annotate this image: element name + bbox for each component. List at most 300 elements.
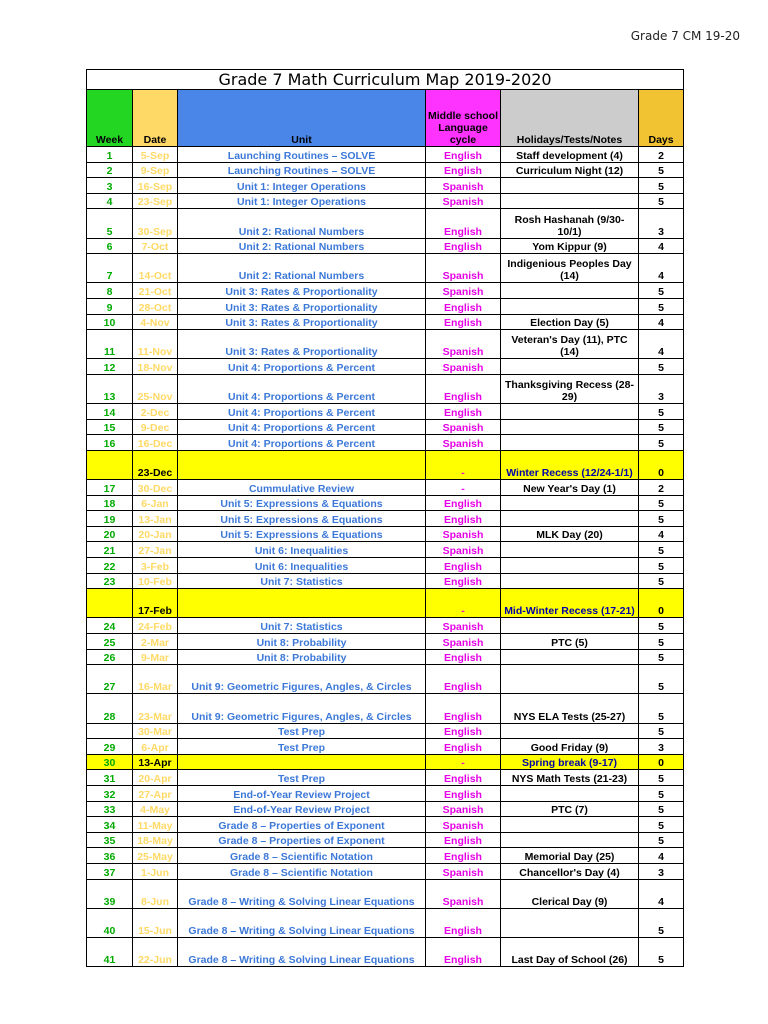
date-cell: 16-Dec (133, 435, 178, 451)
days-cell: 5 (639, 908, 684, 937)
unit-cell: Test Prep (178, 739, 426, 755)
language-cell: Spanish (426, 254, 501, 283)
language-cell: Spanish (426, 618, 501, 634)
date-cell: 1-Jun (133, 863, 178, 879)
days-cell: 5 (639, 419, 684, 435)
unit-cell: Unit 2: Rational Numbers (178, 238, 426, 254)
notes-cell: New Year's Day (1) (501, 480, 639, 496)
notes-cell: Curriculum Night (12) (501, 162, 639, 178)
days-cell: 5 (639, 573, 684, 589)
language-cell: Spanish (426, 193, 501, 209)
language-cell: Spanish (426, 419, 501, 435)
unit-cell (178, 450, 426, 479)
language-cell: - (426, 480, 501, 496)
date-cell: 14-Oct (133, 254, 178, 283)
language-cell: English (426, 723, 501, 739)
notes-cell: Thanksgiving Recess (28-29) (501, 374, 639, 403)
days-cell: 2 (639, 480, 684, 496)
days-cell: 5 (639, 618, 684, 634)
recess-row (87, 589, 684, 618)
date-cell: 6-Jan (133, 495, 178, 511)
table-row (87, 801, 684, 817)
notes-cell (501, 404, 639, 420)
date-cell: 27-Apr (133, 785, 178, 801)
unit-cell: Cummulative Review (178, 480, 426, 496)
notes-cell (501, 573, 639, 589)
week-cell: 25 (87, 634, 133, 650)
days-cell: 3 (639, 739, 684, 755)
column-header-date: Date (133, 90, 178, 147)
notes-cell: Clerical Day (9) (501, 879, 639, 908)
days-cell: 5 (639, 817, 684, 833)
unit-cell: Unit 4: Proportions & Percent (178, 404, 426, 420)
language-cell: Spanish (426, 863, 501, 879)
column-header-unit: Unit (178, 90, 426, 147)
notes-cell (501, 817, 639, 833)
table-row (87, 480, 684, 496)
language-cell: Spanish (426, 283, 501, 299)
table-row (87, 330, 684, 359)
notes-cell: Memorial Day (25) (501, 848, 639, 864)
week-cell: 37 (87, 863, 133, 879)
unit-cell: Test Prep (178, 770, 426, 786)
language-cell: English (426, 404, 501, 420)
week-cell: 40 (87, 908, 133, 937)
table-row (87, 649, 684, 665)
notes-cell: PTC (7) (501, 801, 639, 817)
table-row (87, 526, 684, 542)
notes-cell (501, 419, 639, 435)
date-cell: 13-Apr (133, 754, 178, 770)
unit-cell: Unit 2: Rational Numbers (178, 254, 426, 283)
language-cell: Spanish (426, 817, 501, 833)
days-cell: 5 (639, 283, 684, 299)
table-row (87, 542, 684, 558)
notes-cell: Staff development (4) (501, 147, 639, 163)
unit-cell: Grade 8 – Writing & Solving Linear Equations (178, 879, 426, 908)
language-cell: English (426, 770, 501, 786)
days-cell: 3 (639, 209, 684, 238)
days-cell: 3 (639, 863, 684, 879)
days-cell: 0 (639, 754, 684, 770)
days-cell: 3 (639, 374, 684, 403)
days-cell: 5 (639, 495, 684, 511)
days-cell: 4 (639, 848, 684, 864)
unit-cell: Unit 5: Expressions & Equations (178, 495, 426, 511)
days-cell: 5 (639, 634, 684, 650)
table-row (87, 162, 684, 178)
unit-cell: Grade 8 – Scientific Notation (178, 863, 426, 879)
notes-cell (501, 665, 639, 694)
date-cell: 23-Sep (133, 193, 178, 209)
notes-cell: Indigenious Peoples Day (14) (501, 254, 639, 283)
week-cell: 20 (87, 526, 133, 542)
days-cell: 4 (639, 330, 684, 359)
week-cell: 4 (87, 193, 133, 209)
language-cell: Spanish (426, 526, 501, 542)
date-cell: 16-Sep (133, 178, 178, 194)
notes-cell (501, 558, 639, 574)
table-row (87, 254, 684, 283)
language-cell: English (426, 374, 501, 403)
week-cell: 35 (87, 832, 133, 848)
notes-cell: PTC (5) (501, 634, 639, 650)
language-cell: Spanish (426, 634, 501, 650)
unit-cell: Unit 1: Integer Operations (178, 193, 426, 209)
table-row (87, 723, 684, 739)
date-cell: 11-Nov (133, 330, 178, 359)
unit-cell (178, 589, 426, 618)
notes-cell: Chancellor's Day (4) (501, 863, 639, 879)
table-row (87, 404, 684, 420)
days-cell: 5 (639, 162, 684, 178)
language-cell: English (426, 573, 501, 589)
date-cell: 9-Sep (133, 162, 178, 178)
week-cell: 24 (87, 618, 133, 634)
date-cell: 4-May (133, 801, 178, 817)
days-cell: 5 (639, 558, 684, 574)
unit-cell: Unit 3: Rates & Proportionality (178, 283, 426, 299)
unit-cell: Unit 6: Inequalities (178, 558, 426, 574)
unit-cell (178, 754, 426, 770)
notes-cell (501, 649, 639, 665)
language-cell: English (426, 238, 501, 254)
date-cell: 15-Jun (133, 908, 178, 937)
week-cell: 2 (87, 162, 133, 178)
date-cell: 11-May (133, 817, 178, 833)
week-cell: 21 (87, 542, 133, 558)
table-row (87, 879, 684, 908)
unit-cell: Launching Routines – SOLVE (178, 162, 426, 178)
week-cell: 36 (87, 848, 133, 864)
notes-cell: NYS Math Tests (21-23) (501, 770, 639, 786)
date-cell: 13-Jan (133, 511, 178, 527)
language-cell: English (426, 665, 501, 694)
unit-cell: Unit 5: Expressions & Equations (178, 511, 426, 527)
unit-cell: Unit 6: Inequalities (178, 542, 426, 558)
notes-cell (501, 495, 639, 511)
week-cell: 28 (87, 694, 133, 723)
unit-cell: Unit 5: Expressions & Equations (178, 526, 426, 542)
notes-cell (501, 542, 639, 558)
unit-cell: Unit 9: Geometric Figures, Angles, & Circles (178, 665, 426, 694)
week-cell: 39 (87, 879, 133, 908)
language-cell: Spanish (426, 879, 501, 908)
notes-cell (501, 908, 639, 937)
days-cell: 0 (639, 589, 684, 618)
week-cell: 3 (87, 178, 133, 194)
week-cell: 41 (87, 937, 133, 966)
unit-cell: Grade 8 – Scientific Notation (178, 848, 426, 864)
language-cell: Spanish (426, 359, 501, 375)
week-cell: 18 (87, 495, 133, 511)
days-cell: 5 (639, 723, 684, 739)
days-cell: 5 (639, 694, 684, 723)
date-cell: 20-Jan (133, 526, 178, 542)
days-cell: 5 (639, 359, 684, 375)
days-cell: 5 (639, 298, 684, 314)
language-cell: Spanish (426, 542, 501, 558)
column-header-week: Week (87, 90, 133, 147)
unit-cell: End-of-Year Review Project (178, 785, 426, 801)
table-row (87, 495, 684, 511)
week-cell: 23 (87, 573, 133, 589)
table-row (87, 359, 684, 375)
unit-cell: Grade 8 – Properties of Exponent (178, 832, 426, 848)
table-row (87, 209, 684, 238)
notes-cell: Rosh Hashanah (9/30-10/1) (501, 209, 639, 238)
table-row (87, 770, 684, 786)
week-cell (87, 450, 133, 479)
table-row (87, 419, 684, 435)
column-header-days: Days (639, 90, 684, 147)
notes-cell (501, 178, 639, 194)
unit-cell: Unit 9: Geometric Figures, Angles, & Circles (178, 694, 426, 723)
days-cell: 4 (639, 879, 684, 908)
date-cell: 18-May (133, 832, 178, 848)
language-cell: - (426, 589, 501, 618)
language-cell: Spanish (426, 801, 501, 817)
recess-row (87, 754, 684, 770)
table-title: Grade 7 Math Curriculum Map 2019-2020 (87, 70, 684, 90)
week-cell: 9 (87, 298, 133, 314)
week-cell: 12 (87, 359, 133, 375)
date-cell: 25-Nov (133, 374, 178, 403)
unit-cell: Grade 8 – Writing & Solving Linear Equations (178, 908, 426, 937)
language-cell: - (426, 450, 501, 479)
notes-cell (501, 283, 639, 299)
table-row (87, 848, 684, 864)
date-cell: 7-Oct (133, 238, 178, 254)
language-cell: Spanish (426, 330, 501, 359)
week-cell: 30 (87, 754, 133, 770)
recess-row (87, 450, 684, 479)
table-row (87, 832, 684, 848)
table-row (87, 511, 684, 527)
language-cell: - (426, 754, 501, 770)
language-cell: English (426, 511, 501, 527)
notes-cell (501, 785, 639, 801)
week-cell: 27 (87, 665, 133, 694)
page-header-label: Grade 7 CM 19-20 (630, 29, 740, 43)
date-cell: 18-Nov (133, 359, 178, 375)
week-cell (87, 723, 133, 739)
days-cell: 5 (639, 542, 684, 558)
table-row (87, 573, 684, 589)
week-cell: 17 (87, 480, 133, 496)
week-cell: 14 (87, 404, 133, 420)
days-cell: 0 (639, 450, 684, 479)
week-cell: 11 (87, 330, 133, 359)
week-cell: 6 (87, 238, 133, 254)
days-cell: 5 (639, 193, 684, 209)
notes-cell: Veteran's Day (11), PTC (14) (501, 330, 639, 359)
days-cell: 5 (639, 785, 684, 801)
table-row (87, 618, 684, 634)
unit-cell: Test Prep (178, 723, 426, 739)
unit-cell: Unit 7: Statistics (178, 573, 426, 589)
table-row (87, 147, 684, 163)
week-cell: 1 (87, 147, 133, 163)
week-cell: 15 (87, 419, 133, 435)
language-cell: English (426, 147, 501, 163)
date-cell: 21-Oct (133, 283, 178, 299)
table-row (87, 937, 684, 966)
language-cell: Spanish (426, 435, 501, 451)
language-cell: English (426, 314, 501, 330)
date-cell: 24-Feb (133, 618, 178, 634)
language-cell: English (426, 908, 501, 937)
date-cell: 30-Dec (133, 480, 178, 496)
table-row (87, 314, 684, 330)
date-cell: 30-Mar (133, 723, 178, 739)
unit-cell: Unit 4: Proportions & Percent (178, 374, 426, 403)
days-cell: 4 (639, 238, 684, 254)
language-cell: English (426, 495, 501, 511)
days-cell: 2 (639, 147, 684, 163)
unit-cell: Unit 8: Probability (178, 634, 426, 650)
language-cell: English (426, 785, 501, 801)
unit-cell: End-of-Year Review Project (178, 801, 426, 817)
days-cell: 5 (639, 435, 684, 451)
date-cell: 23-Mar (133, 694, 178, 723)
days-cell: 5 (639, 665, 684, 694)
week-cell: 22 (87, 558, 133, 574)
table-row (87, 238, 684, 254)
date-cell: 8-Jun (133, 879, 178, 908)
date-cell: 10-Feb (133, 573, 178, 589)
unit-cell: Grade 8 – Writing & Solving Linear Equations (178, 937, 426, 966)
date-cell: 27-Jan (133, 542, 178, 558)
week-cell: 8 (87, 283, 133, 299)
table-row (87, 665, 684, 694)
date-cell: 4-Nov (133, 314, 178, 330)
unit-cell: Unit 3: Rates & Proportionality (178, 314, 426, 330)
unit-cell: Launching Routines – SOLVE (178, 147, 426, 163)
week-cell: 5 (87, 209, 133, 238)
notes-cell: Yom Kippur (9) (501, 238, 639, 254)
week-cell: 26 (87, 649, 133, 665)
language-cell: English (426, 937, 501, 966)
table-row (87, 785, 684, 801)
week-cell: 29 (87, 739, 133, 755)
week-cell: 16 (87, 435, 133, 451)
days-cell: 5 (639, 511, 684, 527)
week-cell: 19 (87, 511, 133, 527)
notes-cell: Mid-Winter Recess (17-21) (501, 589, 639, 618)
notes-cell: Last Day of School (26) (501, 937, 639, 966)
unit-cell: Unit 2: Rational Numbers (178, 209, 426, 238)
language-cell: English (426, 739, 501, 755)
days-cell: 5 (639, 649, 684, 665)
unit-cell: Unit 7: Statistics (178, 618, 426, 634)
days-cell: 4 (639, 526, 684, 542)
language-cell: English (426, 558, 501, 574)
date-cell: 2-Dec (133, 404, 178, 420)
language-cell: English (426, 832, 501, 848)
notes-cell (501, 359, 639, 375)
date-cell: 23-Dec (133, 450, 178, 479)
week-cell: 34 (87, 817, 133, 833)
week-cell: 7 (87, 254, 133, 283)
language-cell: English (426, 649, 501, 665)
notes-cell (501, 298, 639, 314)
week-cell: 31 (87, 770, 133, 786)
date-cell: 25-May (133, 848, 178, 864)
days-cell: 4 (639, 314, 684, 330)
date-cell: 9-Mar (133, 649, 178, 665)
table-row (87, 817, 684, 833)
date-cell: 28-Oct (133, 298, 178, 314)
column-header-holidays: Holidays/Tests/Notes (501, 90, 639, 147)
table-row (87, 908, 684, 937)
days-cell: 5 (639, 178, 684, 194)
date-cell: 17-Feb (133, 589, 178, 618)
notes-cell: NYS ELA Tests (25-27) (501, 694, 639, 723)
days-cell: 5 (639, 801, 684, 817)
date-cell: 5-Sep (133, 147, 178, 163)
notes-cell (501, 511, 639, 527)
table-row (87, 558, 684, 574)
table-row (87, 178, 684, 194)
notes-cell: Good Friday (9) (501, 739, 639, 755)
notes-cell: Election Day (5) (501, 314, 639, 330)
curriculum-map-table (86, 69, 684, 967)
notes-cell: MLK Day (20) (501, 526, 639, 542)
table-row (87, 283, 684, 299)
table-row (87, 374, 684, 403)
unit-cell: Unit 1: Integer Operations (178, 178, 426, 194)
week-cell: 33 (87, 801, 133, 817)
table-row (87, 193, 684, 209)
date-cell: 6-Apr (133, 739, 178, 755)
date-cell: 20-Apr (133, 770, 178, 786)
week-cell (87, 589, 133, 618)
notes-cell (501, 832, 639, 848)
date-cell: 3-Feb (133, 558, 178, 574)
language-cell: Spanish (426, 178, 501, 194)
notes-cell (501, 723, 639, 739)
unit-cell: Unit 3: Rates & Proportionality (178, 298, 426, 314)
unit-cell: Grade 8 – Properties of Exponent (178, 817, 426, 833)
week-cell: 13 (87, 374, 133, 403)
date-cell: 9-Dec (133, 419, 178, 435)
language-cell: English (426, 694, 501, 723)
language-cell: English (426, 209, 501, 238)
table-row (87, 634, 684, 650)
column-header-language: Middle school Language cycle (426, 90, 501, 147)
days-cell: 5 (639, 937, 684, 966)
days-cell: 5 (639, 832, 684, 848)
date-cell: 30-Sep (133, 209, 178, 238)
unit-cell: Unit 4: Proportions & Percent (178, 419, 426, 435)
notes-cell (501, 618, 639, 634)
days-cell: 5 (639, 404, 684, 420)
date-cell: 16-Mar (133, 665, 178, 694)
week-cell: 32 (87, 785, 133, 801)
table-row (87, 435, 684, 451)
language-cell: English (426, 298, 501, 314)
unit-cell: Unit 4: Proportions & Percent (178, 359, 426, 375)
table-row (87, 694, 684, 723)
language-cell: English (426, 848, 501, 864)
unit-cell: Unit 3: Rates & Proportionality (178, 330, 426, 359)
table-row (87, 739, 684, 755)
date-cell: 2-Mar (133, 634, 178, 650)
date-cell: 22-Jun (133, 937, 178, 966)
unit-cell: Unit 8: Probability (178, 649, 426, 665)
notes-cell (501, 193, 639, 209)
